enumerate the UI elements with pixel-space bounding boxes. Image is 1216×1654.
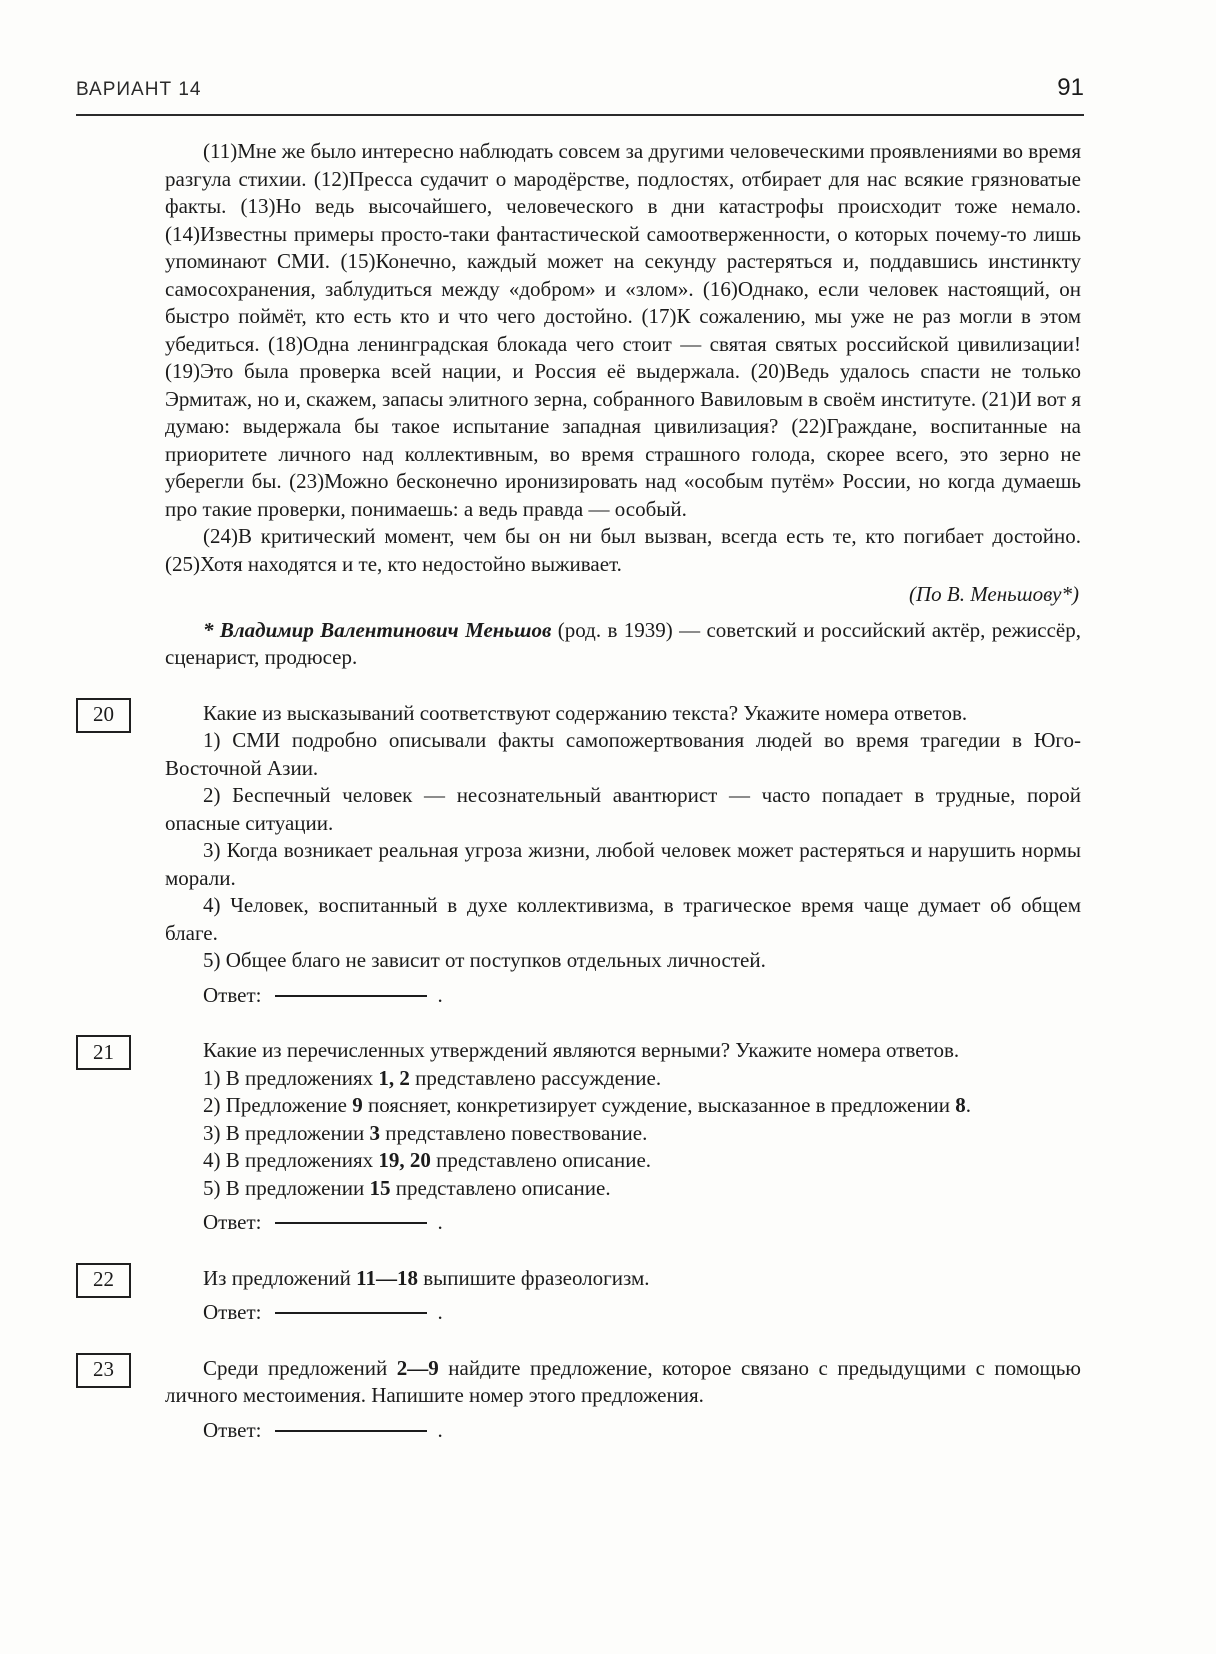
- page-number: 91: [1057, 74, 1084, 101]
- variant-label: ВАРИАНТ 14: [76, 79, 202, 100]
- question-21-number-box: [76, 1035, 131, 1070]
- question-20: [93, 700, 1081, 1010]
- answer-period: .: [437, 1417, 443, 1442]
- question-21-option-5: 5) В предложении 15 представлено описание.: [203, 1175, 611, 1200]
- answer-label: Ответ:: [203, 1417, 262, 1442]
- question-23-answer-row: [165, 1417, 1081, 1445]
- question-20-option-1: 1) СМИ подробно описывали факты самопожертвования людей во время трагедии в Юго-Восточной Азии.: [165, 728, 1081, 780]
- header-rule: [76, 114, 1084, 116]
- answer-label: Ответ:: [203, 1210, 262, 1234]
- question-21-intro: Какие из перечисленных утверждений являются верными? Укажите номера ответов.: [203, 1038, 960, 1062]
- question-23: [93, 1355, 1081, 1445]
- page-header: [76, 74, 1084, 102]
- answer-period: .: [437, 982, 443, 1007]
- footnote-text: (род. в 1939) — советский и российский актёр, режиссёр, сценарист, продюсер.: [165, 617, 1081, 669]
- question-21-option-4: 4) В предложениях 19, 20 представлено описание.: [203, 1148, 652, 1172]
- question-21-answer-row: [165, 1209, 1081, 1237]
- question-21-option-1: 1) В предложениях 1, 2 представлено рассуждение.: [203, 1065, 662, 1090]
- answer-label: Ответ:: [203, 1300, 262, 1324]
- question-22-prompt: Из предложений 11—18 выпишите фразеологизм.: [203, 1265, 650, 1290]
- question-20-intro: Какие из высказываний соответствуют содержанию текста? Укажите номера ответов.: [203, 700, 968, 725]
- question-21-option-2: 2) Предложение 9 поясняет, конкретизирует суждение, высказанное в предложении 8.: [203, 1093, 972, 1117]
- passage-paragraph-2: (24)В критический момент, чем бы он ни был вызван, всегда есть те, кто погибает достойно. (25)Хотя находятся и те, кто недостойно выживает.: [165, 524, 1081, 576]
- answer-period: .: [437, 1300, 443, 1324]
- footnote: [165, 617, 1081, 672]
- question-20-option-4: 4) Человек, воспитанный в духе коллективизма, в трагическое время чаще думает об общем благе.: [165, 893, 1081, 945]
- attribution: [165, 581, 1079, 609]
- question-23-number: 23: [93, 1357, 114, 1382]
- answer-label: Ответ:: [203, 982, 262, 1007]
- passage-paragraph-1: (11)Мне же было интересно наблюдать совсем за другими человеческими проявлениями во время разгула стихии. (12)Пресса судачит о мародёрстве, подлостях, отбирает для нас всякие грязноватые факты. (13)Но ведь высочайшего, человеческого в дни катастрофы происходит тоже немало. (14)Известны примеры просто-таки фантастической самоотверженности, о которых почему-то лишь упоминают СМИ. (15)Конечно, каждый может на секунду растеряться и, поддавшись инстинкту самосохранения, заблудиться между «добром» и «злом». (16)Однако, если человек настоящий, он быстро поймёт, кто есть кто и что чего достойно. (17)К сожалению, мы уже не раз могли в этом убедиться. (18)Одна ленинградская блокада чего стоит — святая святых российской цивилизации! (19)Это была проверка всей нации, и Россия её выдержала. (20)Ведь удалось спасти не только Эрмитаж, но и, скажем, запасы элитного зерна, собранного Вавиловым в своём институте. (21)И вот я думаю: выдержала бы такое испытание западная цивилизация? (22)Граждане, воспитанные на приоритете личного над коллективным, во время страшного голода, скорее всего, это зерно не уберегли бы. (23)Можно бесконечно иронизировать над «особым путём» России, но когда думаешь про такие проверки, понимаешь: а ведь правда — особый.: [165, 139, 1081, 521]
- footnote-author: * Владимир Валентинович Меньшов: [203, 617, 552, 642]
- question-21: [93, 1037, 1081, 1237]
- question-23-prompt: Среди предложений 2—9 найдите предложение, которое связано с предыдущими с помощью личного местоимения. Напишите номер этого предложения.: [165, 1355, 1081, 1407]
- attribution-text: (По В. Меньшову*): [908, 582, 1079, 606]
- question-21-option-3: 3) В предложении 3 представлено повествование.: [203, 1120, 648, 1145]
- answer-blank: [275, 1222, 427, 1224]
- question-22-answer-row: [165, 1299, 1081, 1327]
- answer-blank: [275, 1430, 427, 1432]
- question-20-option-5: 5) Общее благо не зависит от поступков отдельных личностей.: [203, 948, 766, 972]
- question-23-number-box: [76, 1353, 131, 1388]
- question-20-option-3: 3) Когда возникает реальная угроза жизни, любой человек может растеряться и нарушить нормы морали.: [165, 838, 1081, 890]
- answer-period: .: [437, 1210, 443, 1234]
- answer-blank: [275, 1312, 427, 1314]
- question-20-number: 20: [93, 702, 114, 727]
- question-20-number-box: [76, 698, 131, 733]
- passage: [165, 138, 1081, 672]
- answer-blank: [275, 995, 427, 997]
- question-21-number: 21: [93, 1039, 114, 1064]
- question-20-option-2: 2) Беспечный человек — несознательный авантюрист — часто попадает в трудные, порой опасные ситуации.: [165, 783, 1081, 835]
- content-column: [93, 138, 1081, 1444]
- question-22-number: 22: [93, 1267, 114, 1292]
- question-20-answer-row: [165, 982, 1081, 1010]
- question-22: [93, 1265, 1081, 1327]
- question-22-number-box: [76, 1263, 131, 1298]
